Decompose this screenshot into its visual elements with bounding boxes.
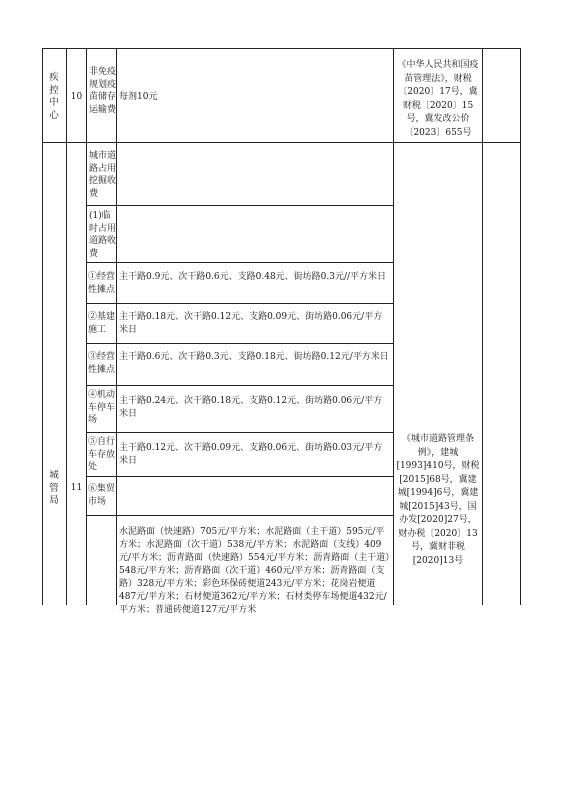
sub-standard-cell: 主干路0.12元、次干路0.09元、支路0.06元、街坊路0.03元/平方米日 [119, 443, 383, 466]
row-divider [86, 476, 393, 477]
department-cell: 城管局 [49, 470, 59, 506]
row-number: 11 [70, 483, 83, 493]
row-divider [86, 432, 393, 433]
row-divider [86, 343, 393, 344]
sub-item-cell: (1)临时占用道路收费 [89, 211, 117, 259]
row-divider [86, 303, 393, 304]
sub-standard-cell: 主干路0.6元、次干路0.3元、支路0.18元、街坊路0.12元/平方米日 [119, 352, 389, 362]
item-cell: 非免疫规划疫苗储存运输费 [89, 67, 117, 115]
basis-cell: 《中华人民共和国疫苗管理法》，财税〔2020〕17号，冀财税〔2020〕15号，冀发改公价〔2023〕655号 [397, 60, 479, 138]
column-divider [116, 48, 117, 605]
sub-standard-cell: 主干路0.18元、次干路0.12元、支路0.09元、街坊路0.06元/平方米日 [119, 312, 383, 335]
sub-item-cell: ①经营性摊点 [88, 272, 116, 295]
sub-standard-cell: 主干路0.9元、次干路0.6元、支路0.48元、街坊路0.3元//平方米日 [119, 272, 387, 282]
column-divider [393, 48, 394, 605]
table-border-left [42, 48, 43, 605]
sub-standard-cell: 水泥路面（快速路）705元/平方米；水泥路面（主干道）595元/平方米；水泥路面（次干道）538元/平方米；水泥路面（支线）409元/平方米；沥青路面（快速路）554元/平方米；沥青路面（主干道）548元/平方米；沥青路面（次干道）460元/平方米；沥青路面（支路）328元/平方米；彩色环保砖便道243元/平方米；花岗岩便道487元/平方米；石材便道362元/平方米；石材类停车场便道432元/平方米；普通砖便道127元/平方米 [119, 527, 390, 615]
column-divider [86, 48, 87, 605]
row-divider [86, 262, 393, 263]
column-divider [66, 48, 67, 605]
table-border-top [42, 48, 521, 49]
row-divider [86, 515, 393, 516]
basis-cell: 《城市道路管理条例》，建城[1993]410号，财税[2015]68号，冀建城[1994]6号，冀建城[2015]43号，国办发[2020]27号，财办税〔2020〕13号，冀财非税[2020]13号 [396, 434, 480, 566]
sub-item-cell: ④机动车停车场 [88, 390, 116, 425]
row-number: 10 [70, 92, 83, 102]
sub-item-cell: ⑥集贸市场 [88, 484, 116, 507]
column-divider [482, 48, 483, 605]
department-cell: 疾控中心 [49, 72, 59, 121]
sub-item-cell: ⑤自行车存放处 [88, 437, 116, 472]
standard-cell: 每剂10元 [119, 92, 158, 102]
sub-item-cell: ③经营性摊点 [88, 352, 116, 375]
sub-item-cell: ②基建施工 [88, 312, 116, 335]
row-divider [42, 142, 521, 143]
sub-standard-cell: 主干路0.24元、次干路0.18元、支路0.12元、街坊路0.06元/平方米日 [119, 396, 383, 419]
row-divider [86, 205, 393, 206]
table-border-right [520, 48, 521, 605]
row-divider [86, 385, 393, 386]
sub-item-cell: 城市道路占用挖掘收费 [89, 151, 117, 199]
